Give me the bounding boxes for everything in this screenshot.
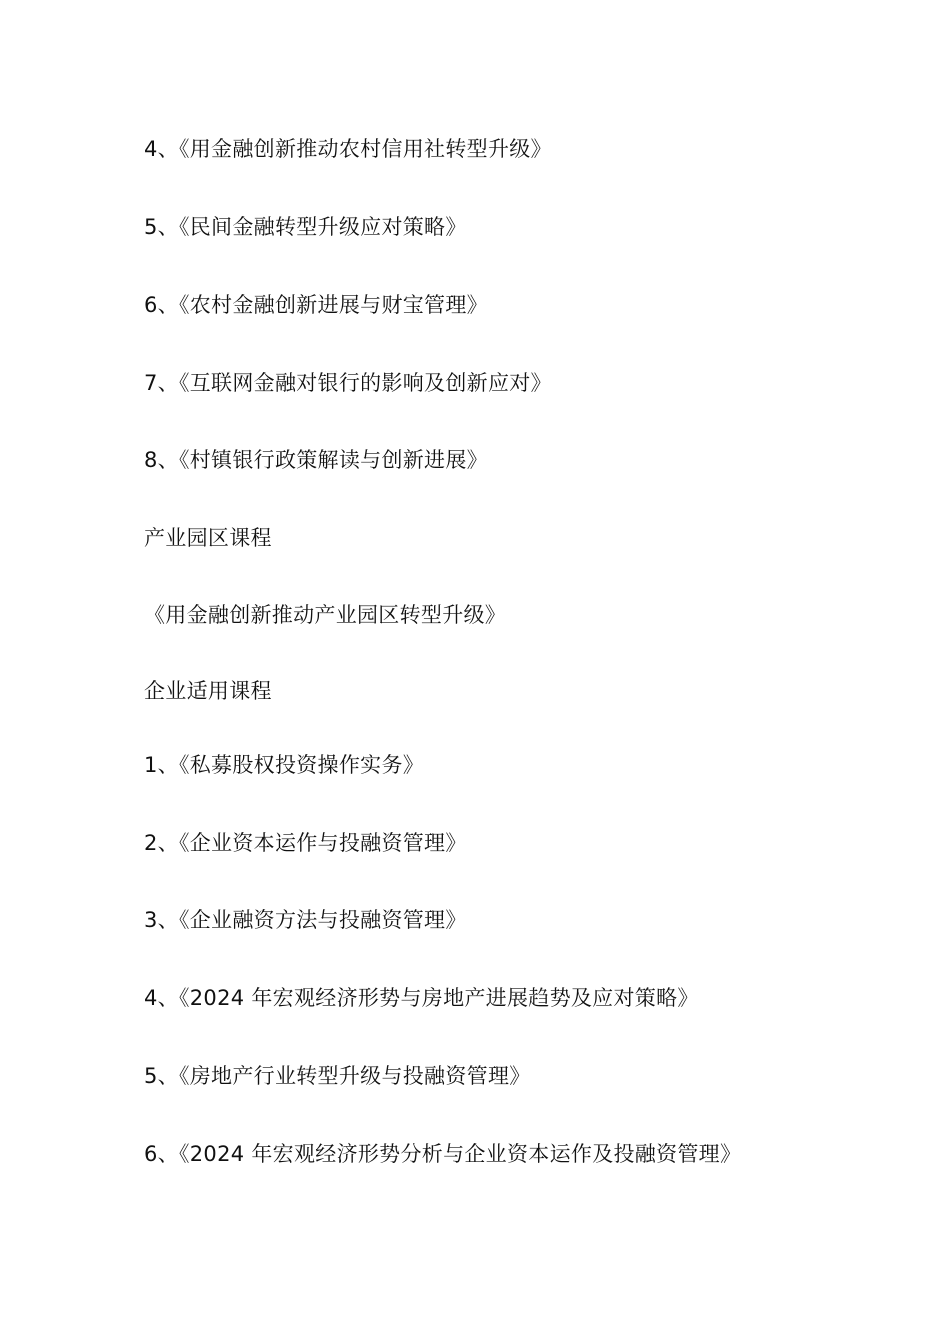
- course-item-private-finance: 5、《民间金融转型升级应对策略》: [144, 215, 467, 239]
- course-item-village-bank: 8、《村镇银行政策解读与创新进展》: [144, 448, 488, 472]
- course-item-rural-credit: 4、《用金融创新推动农村信用社转型升级》: [144, 137, 552, 161]
- course-item-capital-operation: 2、《企业资本运作与投融资管理》: [144, 831, 467, 855]
- course-item-rural-finance: 6、《农村金融创新进展与财宝管理》: [144, 293, 488, 317]
- course-item-real-estate-transformation: 5、《房地产行业转型升级与投融资管理》: [144, 1064, 531, 1088]
- course-item-internet-finance: 7、《互联网金融对银行的影响及创新应对》: [144, 371, 552, 395]
- course-item-private-equity: 1、《私募股权投资操作实务》: [144, 753, 425, 777]
- course-item-industrial-park: 《用金融创新推动产业园区转型升级》: [144, 603, 507, 627]
- course-item-macro-capital: 6、《2024 年宏观经济形势分析与企业资本运作及投融资管理》: [144, 1142, 742, 1166]
- section-heading-industrial-park: 产业园区课程: [144, 526, 272, 550]
- course-item-financing-methods: 3、《企业融资方法与投融资管理》: [144, 908, 467, 932]
- course-item-macro-real-estate: 4、《2024 年宏观经济形势与房地产进展趋势及应对策略》: [144, 986, 699, 1010]
- section-heading-enterprise: 企业适用课程: [144, 679, 272, 703]
